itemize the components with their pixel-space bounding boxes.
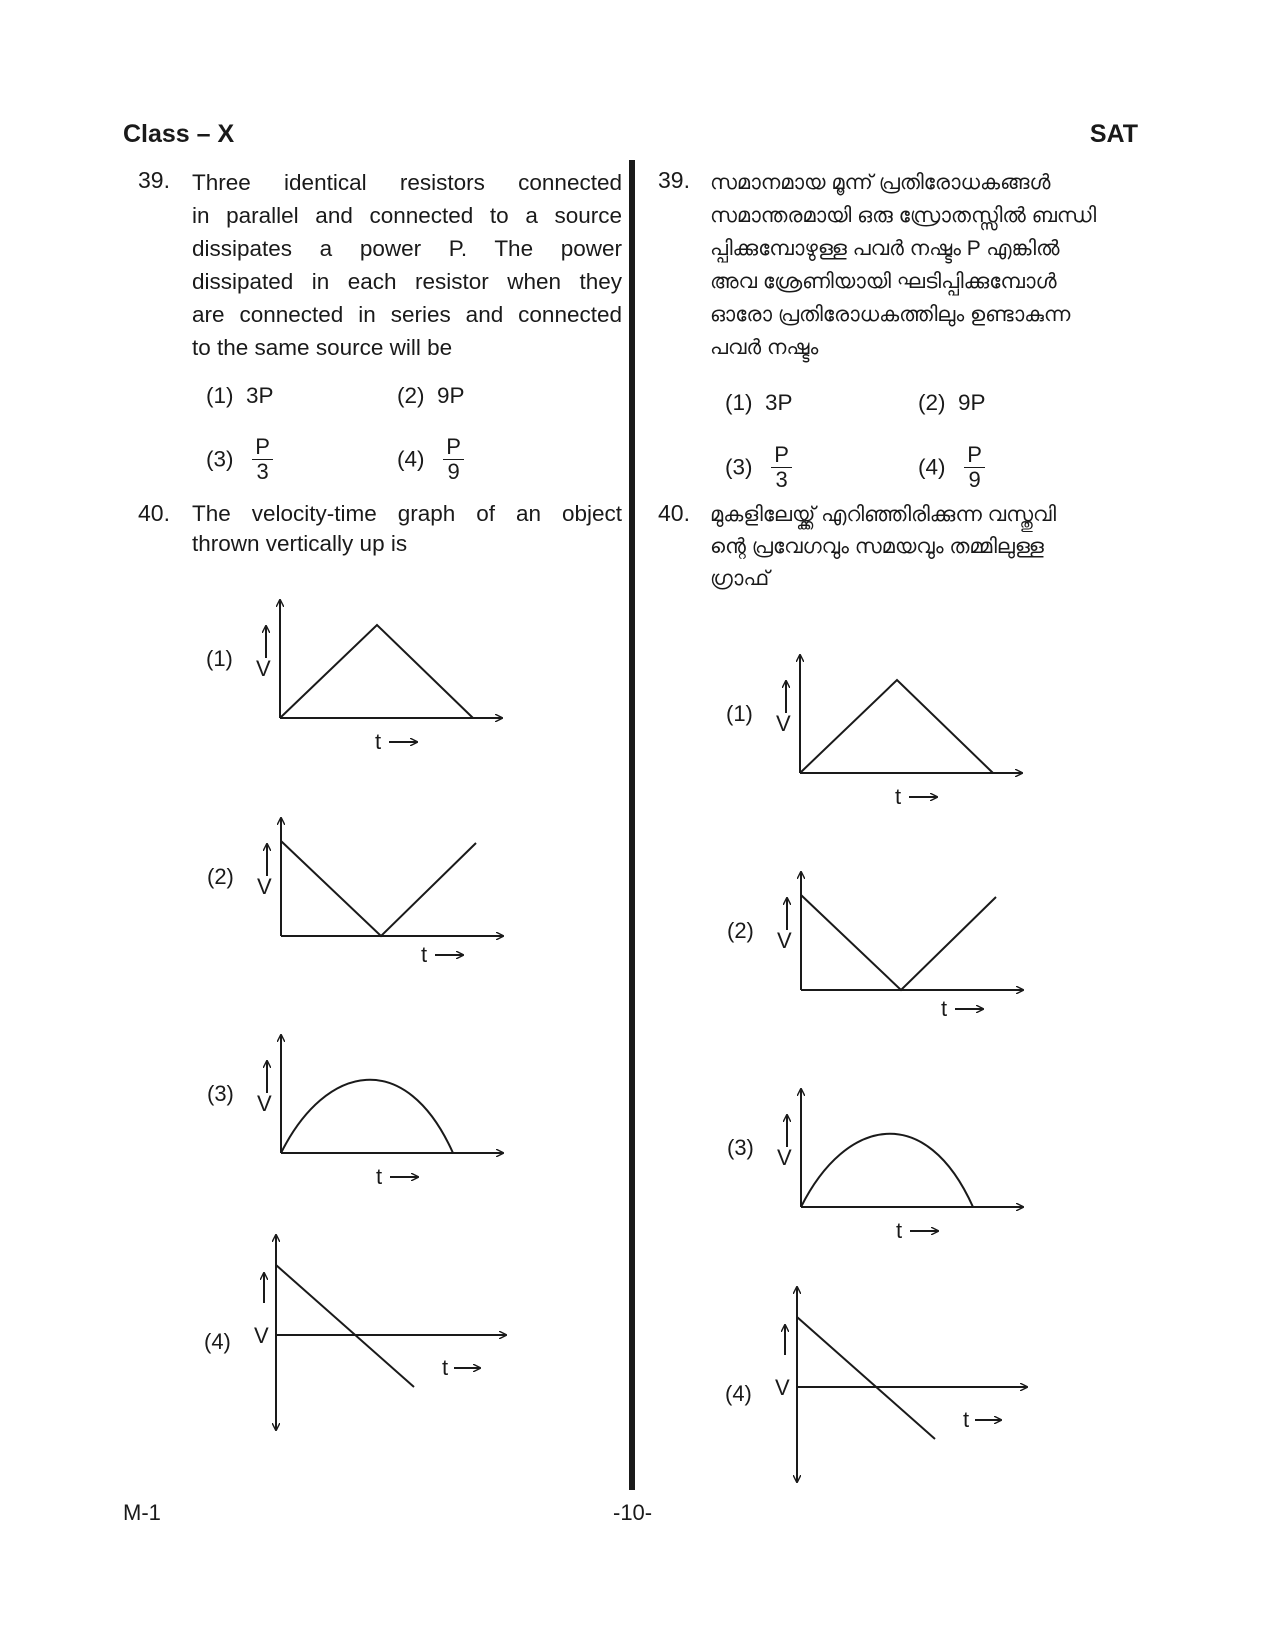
fraction: $\frac{P}{9}$ [443,435,464,484]
fraction: $\frac{P}{3}$ [252,435,273,484]
question-line: in parallel and connected to a source [192,203,622,228]
option-label: (1) [725,390,753,415]
option-value: 3P [765,390,793,415]
x-axis-label: t [442,1355,449,1380]
question-line: ന്റെ പ്രവേഗവും സമയവും തമ്മിലുള്ള [710,535,1044,558]
v-line-peak [280,625,473,718]
graph-label: (3) [727,1135,754,1160]
option-value: 9P [437,383,465,408]
question-line: ഗ്രാഫ് [710,567,770,590]
question-line: The velocity-time graph of an object [192,501,622,526]
graph-option-2 [727,872,1023,1021]
question-line: thrown vertically up is [192,531,408,556]
graph-label: (4) [204,1329,231,1354]
x-axis-label: t [941,996,948,1021]
graph-option-4 [204,1235,506,1430]
page-number: -10- [613,1500,653,1525]
option-label: (2) [918,390,946,415]
question-line: dissipated in each resistor when they [192,269,622,294]
graph-option-2 [207,818,503,967]
option-label: (4) [918,454,946,480]
option-label: (3) [206,446,234,472]
class-label: Class – X [123,120,235,148]
question-line: പ്പിക്കുമ്പോഴുള്ള പവർ നഷ്ടം P എങ്കിൽ [710,237,1060,260]
question-line: സമാനമായ മൂന്ന് പ്രതിരോധകങ്ങൾ [710,171,1051,194]
x-axis-label: t [895,784,902,809]
y-axis-label: V [257,874,272,899]
graph-label: (3) [207,1081,234,1106]
english-graphs [204,600,506,1430]
question-40-number: 40. [138,500,170,526]
x-axis-label: t [375,729,382,754]
question-line: Three identical resistors connected [192,170,622,195]
v-curve [281,1080,453,1153]
graph-label: (2) [207,864,234,889]
malayalam-graphs [725,655,1027,1482]
question-line: പവർ നഷ്ടം [710,336,819,359]
graph-label: (1) [726,701,753,726]
y-axis-label: V [256,656,271,681]
x-axis-label: t [421,942,428,967]
graph-option-1 [726,655,1022,809]
x-axis-label: t [376,1164,383,1189]
question-39-number-ml: 39. [658,167,690,193]
x-axis-label: t [963,1407,970,1432]
option-label: (1) [206,383,234,408]
graph-label: (2) [727,918,754,943]
v-line-valley [801,895,996,990]
question-line: മുകളിലേയ്ക്ക് എറിഞ്ഞിരിക്കുന്ന വസ്തുവി [710,503,1057,526]
v-line-decreasing [797,1317,935,1439]
question-39-number: 39. [138,167,170,193]
exam-label: SAT [1089,120,1138,148]
option-label: (4) [397,446,425,472]
option-value: 3P [246,383,274,408]
question-line: ഓരോ പ്രതിരോധകത്തിലും ഉണ്ടാകുന്ന [710,303,1071,326]
y-axis-label: V [257,1091,272,1116]
y-axis-label: V [777,1145,792,1170]
graph-label: (4) [725,1381,752,1406]
option-value: 9P [958,390,986,415]
y-axis-label: V [775,1375,790,1400]
graph-option-4 [725,1287,1027,1482]
question-line: അവ ശ്രേണിയായി ഘടിപ്പിക്കുമ്പോൾ [710,270,1057,293]
y-axis-label: V [777,928,792,953]
v-line-decreasing [276,1265,414,1387]
option-label: (2) [397,383,425,408]
fraction: $\frac{P}{9}$ [964,443,985,492]
question-line: are connected in series and connected [192,302,622,327]
option-label: (3) [725,454,753,480]
v-line-peak [800,680,993,773]
question-40-number-ml: 40. [658,500,690,526]
x-axis-label: t [896,1218,903,1243]
graph-option-1 [206,600,502,754]
y-axis-label: V [776,711,791,736]
graph-label: (1) [206,646,233,671]
question-line: to the same source will be [192,335,453,360]
v-curve [801,1134,973,1207]
graph-option-3 [207,1035,503,1189]
y-axis-label: V [254,1323,269,1348]
paper-code: M-1 [123,1500,161,1525]
question-line: dissipates a power P. The power [192,236,622,261]
v-line-valley [281,841,476,936]
graph-option-3 [727,1089,1023,1243]
fraction: $\frac{P}{3}$ [771,443,792,492]
question-line: സമാന്തരമായി ഒരു സ്രോതസ്സിൽ ബന്ധി [710,204,1097,227]
